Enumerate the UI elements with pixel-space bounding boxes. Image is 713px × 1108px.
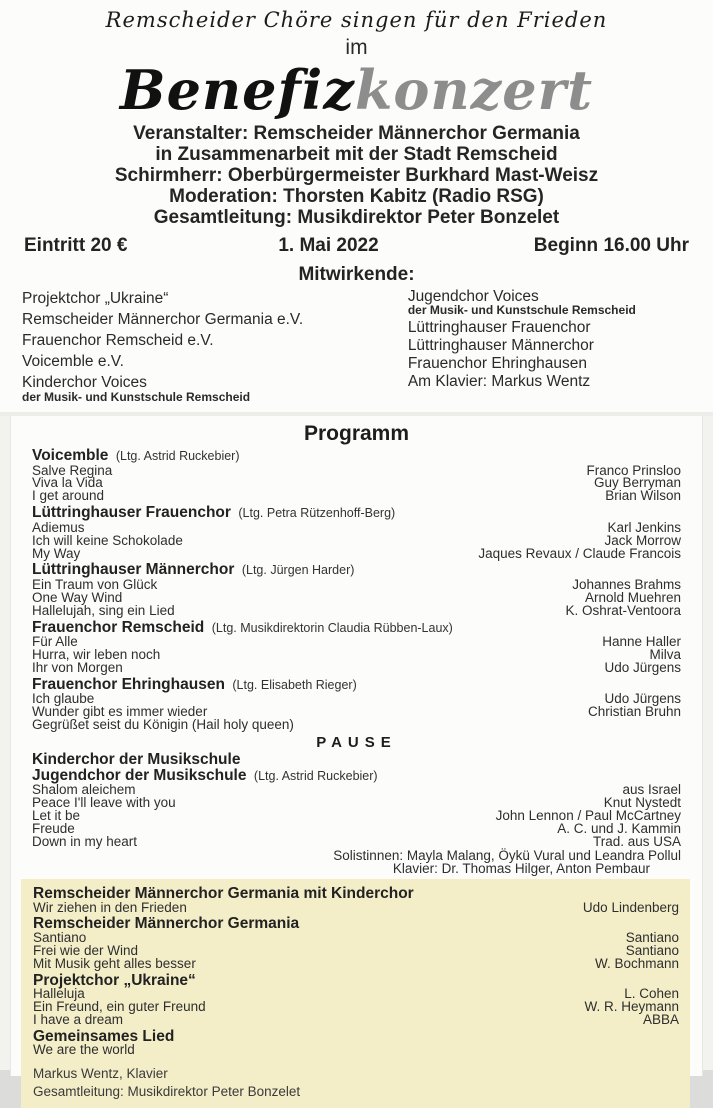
song-title: We are the world (33, 1042, 135, 1058)
song-title: Santiano (33, 929, 87, 945)
song-title: Ihr von Morgen (32, 659, 123, 675)
song-composer: John Lennon / Paul McCartney (495, 807, 681, 823)
song-title: Ich will keine Schokolade (32, 532, 183, 548)
participant-item (408, 355, 693, 373)
organizer-line: in Zusammenarbeit mit der Stadt Remscheid (155, 144, 558, 165)
song-title: Peace I'll leave with you (32, 795, 176, 810)
organizer-line: Schirmherr: Oberbürgermeister Burkhard Mast-Weisz (114, 165, 599, 186)
song-title: Ein Traum von Glück (32, 576, 158, 592)
title-part-konzert: konzert (354, 58, 594, 122)
choir-director: (Ltg. Astrid Ruckebier) (253, 768, 378, 783)
song-composer: Udo Jürgens (604, 691, 681, 707)
song-title: Ein Freund, ein guter Freund (33, 999, 206, 1015)
participant-item (408, 337, 693, 355)
benefizkonzert-title (0, 58, 713, 122)
participants-left-column (22, 288, 408, 406)
song-title: Salve Regina (32, 462, 113, 478)
soloists-note: Solistinnen: Mayla Malang, Öykü Vural und Leandra Pollul (333, 847, 681, 863)
choir-name: Gemeinsames Lied (33, 1027, 175, 1045)
participant-item (408, 288, 693, 316)
choir-director: (Ltg. Musikdirektorin Claudia Rübben-Laux) (211, 620, 453, 635)
participant-name: Frauenchor Ehringhausen (407, 355, 588, 372)
program-section (21, 916, 690, 970)
song-row (32, 602, 681, 618)
song-composer: Guy Berryman (593, 475, 681, 491)
participant-name: Voicemble e.V. (22, 353, 124, 370)
participant-item (22, 288, 408, 309)
program-section (21, 973, 690, 1027)
song-title: Let it be (32, 807, 81, 823)
song-row (33, 1001, 679, 1014)
song-composer: Hanne Haller (602, 634, 681, 650)
song-composer: W. R. Heymann (584, 999, 679, 1015)
song-composer: Milva (649, 647, 681, 663)
organizer-block (0, 123, 713, 228)
im-text: im (345, 36, 368, 59)
song-title: Gegrüßet seist du Königin (Hail holy queen) (32, 717, 294, 733)
participant-name: Frauenchor Remscheid e.V. (22, 332, 214, 349)
choir-director: (Ltg. Jürgen Harder) (241, 563, 355, 578)
song-row (32, 462, 681, 478)
song-composer: A. C. und J. Kammin (557, 820, 681, 836)
pause-divider: PAUSE (316, 734, 397, 752)
choir-name: Remscheider Männerchor Germania (33, 915, 300, 933)
song-title: Hurra, wir leben noch (32, 647, 161, 663)
song-row (32, 649, 681, 662)
song-title: Ich glaube (32, 691, 95, 707)
program-section (11, 752, 702, 849)
choir-name: Frauenchor Remscheid (32, 618, 205, 636)
section-header (32, 620, 681, 637)
organizer-line: Gesamtleitung: Musikdirektor Peter Bonzelet (153, 207, 560, 228)
song-title: Mit Musik geht alles besser (33, 955, 196, 971)
song-title: Hallelujah, sing ein Lied (32, 602, 175, 618)
song-composer: K. Oshrat-Ventoora (565, 602, 681, 618)
choir-name: Jugendchor der Musikschule (32, 766, 247, 784)
finale-highlight-box (21, 879, 690, 1108)
song-composer: Udo Lindenberg (582, 899, 679, 915)
song-composer: Udo Jürgens (604, 659, 681, 675)
song-composer: Brian Wilson (605, 488, 681, 504)
participants-columns (0, 286, 713, 406)
program-section (11, 448, 702, 503)
section-header (32, 448, 681, 465)
title-part-benefiz: Benefiz (119, 58, 355, 122)
song-composer: ABBA (642, 1011, 679, 1027)
participant-name: Kinderchor Voices (22, 374, 147, 391)
song-composer: Jack Morrow (604, 532, 681, 548)
choir-name-extra: Kinderchor der Musikschule (32, 751, 241, 769)
start-time: Beginn 16.00 Uhr (533, 235, 689, 256)
section-header (32, 677, 681, 694)
participant-name: Am Klavier: Markus Wentz (407, 373, 591, 390)
program-section (21, 886, 690, 914)
program-section (11, 620, 702, 675)
section-header (32, 505, 681, 522)
participant-subtitle: der Musik- und Kunstschule Remscheid (22, 390, 251, 404)
participant-name: Lüttringhauser Männerchor (407, 337, 594, 354)
song-composer: Karl Jenkins (607, 519, 681, 535)
mitwirkende-heading: Mitwirkende: (298, 264, 415, 285)
program-section (11, 677, 702, 732)
song-composer: Santiano (625, 929, 679, 945)
choir-name: Projektchor „Ukraine“ (33, 971, 196, 989)
song-title: I have a dream (33, 1011, 124, 1027)
song-composer: Arnold Muehren (584, 589, 681, 605)
footer-line: Gesamtleitung: Musikdirektor Peter Bonzelet (33, 1084, 301, 1100)
ticket-price: Eintritt 20 € (24, 235, 128, 256)
event-details-row (0, 235, 713, 257)
section-header (33, 973, 679, 989)
song-title: Wunder gibt es immer wieder (32, 704, 208, 720)
song-composer: W. Bochmann (594, 955, 679, 971)
organizer-line: Veranstalter: Remscheider Männerchor Germania (133, 123, 580, 144)
choir-director: (Ltg. Petra Rützenhoff-Berg) (238, 506, 396, 521)
event-motto: Remscheider Chöre singen für den Frieden (105, 8, 608, 32)
song-row (32, 833, 681, 849)
program-section (11, 562, 702, 617)
program-section (21, 1029, 690, 1057)
participant-name: Lüttringhauser Frauenchor (407, 319, 591, 336)
participant-name: Jugendchor Voices (407, 288, 539, 305)
organizer-line: Moderation: Thorsten Kabitz (Radio RSG) (169, 186, 544, 207)
song-title: Frei wie der Wind (33, 942, 139, 958)
participant-name: Projektchor „Ukraine“ (22, 290, 169, 307)
program-footer (21, 1066, 690, 1100)
song-row (32, 719, 681, 732)
song-row (32, 659, 681, 675)
choir-name: Lüttringhauser Frauenchor (32, 504, 231, 522)
song-composer: Trad. aus USA (592, 833, 681, 849)
song-title: Freude (32, 820, 75, 836)
program-sheet (10, 416, 703, 1100)
choir-name: Lüttringhauser Männerchor (32, 561, 235, 579)
choir-director: (Ltg. Astrid Ruckebier) (115, 449, 240, 463)
participant-item (408, 373, 693, 391)
participant-item (22, 330, 408, 351)
song-row (32, 576, 681, 592)
song-composer: L. Cohen (624, 986, 679, 1002)
footer-line: Markus Wentz, Klavier (33, 1066, 168, 1082)
choir-name: Frauenchor Ehringhausen (32, 675, 225, 693)
song-row (32, 490, 681, 503)
choir-director: (Ltg. Elisabeth Rieger) (232, 677, 357, 692)
song-row (32, 545, 681, 561)
song-title: Down in my heart (32, 833, 138, 849)
program-header (0, 0, 713, 412)
section-header (33, 916, 679, 932)
participant-subtitle: der Musik- und Kunstschule Remscheid (407, 303, 636, 317)
song-title: Wir ziehen in den Frieden (33, 899, 187, 915)
choir-name: Voicemble (32, 447, 109, 464)
song-title: Viva la Vida (32, 475, 103, 491)
song-title: One Way Wind (32, 589, 123, 605)
song-title: Shalom aleichem (32, 782, 136, 798)
song-title: Adiemus (32, 519, 85, 535)
song-title: My Way (32, 545, 81, 561)
song-row (33, 899, 679, 915)
song-title: Halleluja (33, 986, 85, 1002)
participant-item (408, 319, 693, 337)
participant-item (22, 372, 408, 403)
song-row (33, 1011, 679, 1027)
song-title: I get around (32, 488, 105, 504)
event-date: 1. Mai 2022 (278, 235, 379, 256)
song-composer: aus Israel (622, 782, 681, 798)
song-row (32, 477, 681, 490)
song-composer: Johannes Brahms (572, 576, 681, 592)
participant-item (22, 351, 408, 372)
song-composer: Franco Prinsloo (586, 462, 681, 478)
song-row (33, 955, 679, 971)
song-composer: Christian Bruhn (587, 704, 681, 720)
participant-item (22, 309, 408, 330)
choir-name: Remscheider Männerchor Germania mit Kinderchor (33, 885, 414, 903)
program-section (11, 505, 702, 560)
song-composer: Santiano (625, 942, 679, 958)
participant-name: Remscheider Männerchor Germania e.V. (22, 311, 304, 328)
song-composer: Knut Nystedt (603, 795, 681, 810)
song-composer: Jaques Revaux / Claude Francois (478, 545, 681, 561)
participants-right-column (408, 288, 693, 406)
soloists-note: Klavier: Dr. Thomas Hilger, Anton Pembaur (392, 860, 650, 876)
song-title: Für Alle (32, 634, 78, 650)
program-title: Programm (303, 422, 410, 445)
song-row (33, 1044, 679, 1057)
